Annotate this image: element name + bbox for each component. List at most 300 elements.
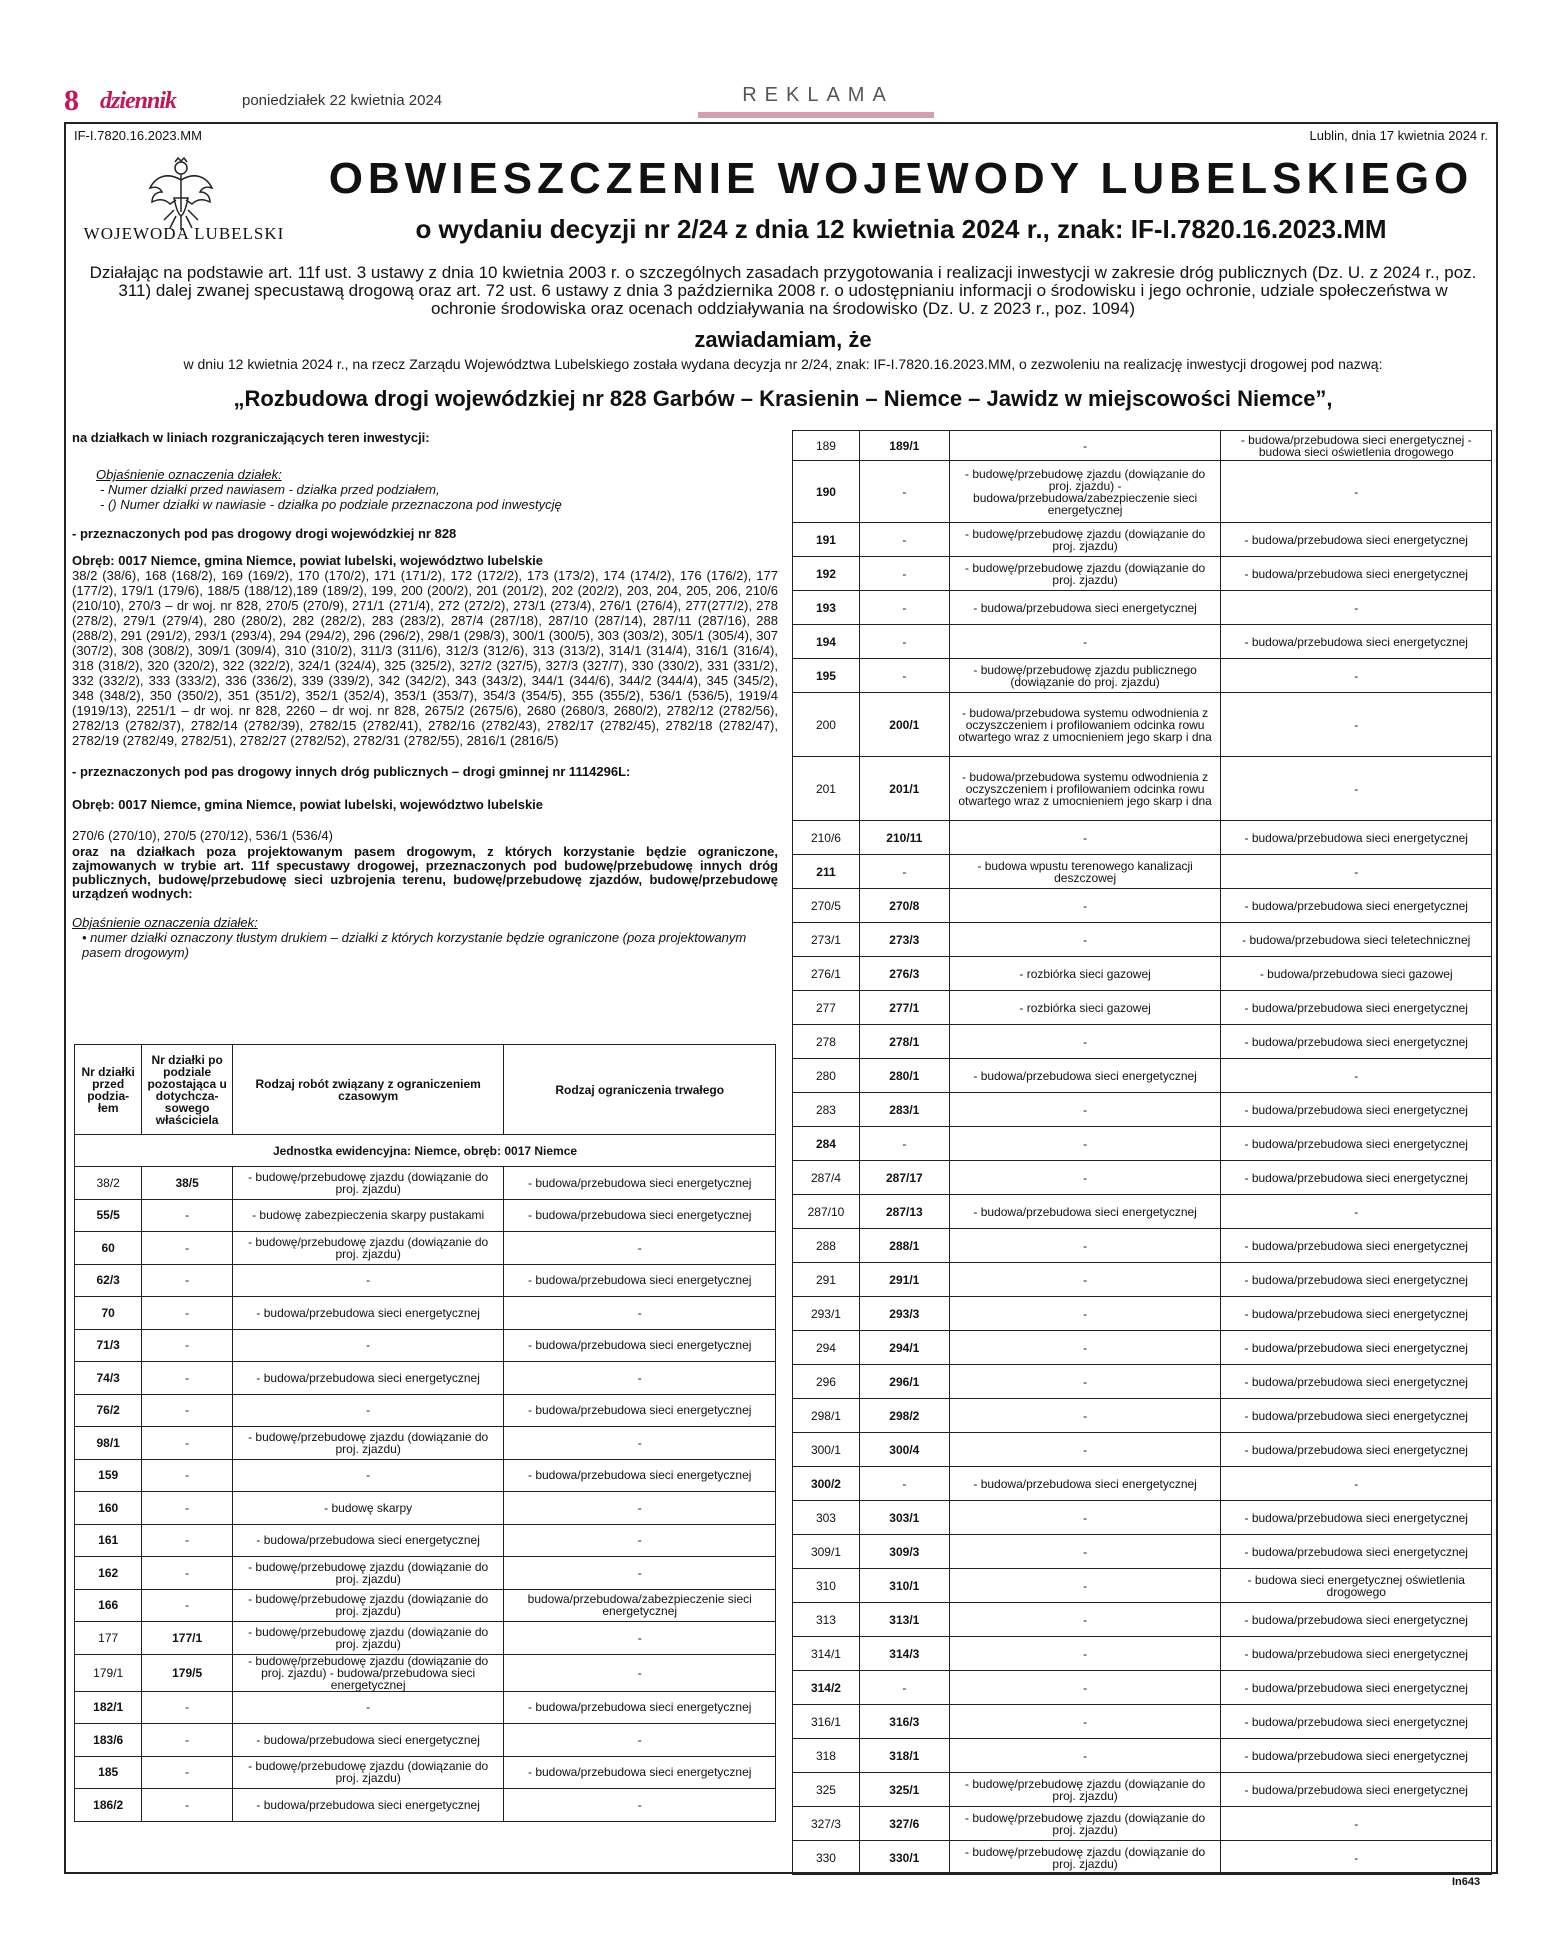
table-row bbox=[75, 1654, 776, 1691]
cell-c: - bbox=[949, 1025, 1221, 1059]
cell-a: 283 bbox=[793, 1093, 860, 1127]
cell-c: - budowę/przebudowę zjazdu publicznego (dowiązanie do proj. zjazdu) bbox=[949, 659, 1221, 693]
cell-b: 278/1 bbox=[859, 1025, 949, 1059]
cell-a: 210/6 bbox=[793, 821, 860, 855]
cell-d: - budowa/przebudowa sieci energetycznej bbox=[1221, 889, 1492, 923]
cell-b: 316/3 bbox=[859, 1705, 949, 1739]
col-header: Nr działki po podziale pozostająca u dotychcza-sowego właściciela bbox=[142, 1045, 233, 1135]
table-row bbox=[793, 1161, 1492, 1195]
cell-d: - bbox=[504, 1297, 776, 1330]
cell-b: 179/5 bbox=[142, 1654, 233, 1691]
cell-a: 55/5 bbox=[75, 1199, 142, 1232]
cell-c: - budowa/przebudowa sieci energetycznej bbox=[232, 1362, 504, 1395]
cell-d: - bbox=[504, 1524, 776, 1557]
col-header: Rodzaj ograniczenia trwałego bbox=[504, 1045, 776, 1135]
cell-d: - bbox=[504, 1789, 776, 1822]
cell-d: - bbox=[504, 1492, 776, 1525]
cell-b: 276/3 bbox=[859, 957, 949, 991]
table-row bbox=[793, 1569, 1492, 1603]
cell-b: 38/5 bbox=[142, 1167, 233, 1200]
table-row bbox=[75, 1691, 776, 1724]
table-row bbox=[793, 1399, 1492, 1433]
table-row bbox=[75, 1362, 776, 1395]
cell-c: - bbox=[949, 1161, 1221, 1195]
cell-a: 293/1 bbox=[793, 1297, 860, 1331]
cell-b: 291/1 bbox=[859, 1263, 949, 1297]
cell-c: - bbox=[949, 1433, 1221, 1467]
cell-d: - bbox=[504, 1724, 776, 1757]
cell-d: - budowa/przebudowa sieci energetycznej bbox=[504, 1756, 776, 1789]
cell-b: 270/8 bbox=[859, 889, 949, 923]
cell-a: 166 bbox=[75, 1589, 142, 1622]
cell-a: 300/2 bbox=[793, 1467, 860, 1501]
notify-heading: zawiadamiam, że bbox=[694, 327, 872, 352]
eagle-emblem-icon bbox=[146, 154, 216, 234]
cell-c: - bbox=[949, 1365, 1221, 1399]
cell-d: - budowa/przebudowa sieci energetycznej bbox=[1221, 1705, 1492, 1739]
table-row bbox=[75, 1297, 776, 1330]
cell-b: 318/1 bbox=[859, 1739, 949, 1773]
cell-a: 288 bbox=[793, 1229, 860, 1263]
table-row bbox=[75, 1622, 776, 1655]
legal-basis: Działając na podstawie art. 11f ust. 3 ustawy z dnia 10 kwietnia 2003 r. o szczególnych zasadach przygotowania i realizacji inwestycji w zakresie dróg publicznych (Dz. U. z 2024 r., poz. 311) dalej zwanej specustawą drogową oraz art. 72 ust. 6 ustawy z dnia 3 października 2008 r. o udostępnianiu informacji o środowisku i jego ochronie, udziale społeczeństwa w ochronie środowiska oraz ocenach oddziaływania na środowisko (Dz. U. z 2023 r., poz. 1094) bbox=[89, 263, 1477, 318]
table-row bbox=[793, 1841, 1492, 1875]
cell-c: - budowę skarpy bbox=[232, 1492, 504, 1525]
cell-c: - bbox=[949, 1229, 1221, 1263]
cell-c: - budowa/przebudowa sieci energetycznej bbox=[949, 1467, 1221, 1501]
cell-b: - bbox=[142, 1789, 233, 1822]
section2-obreb: Obręb: 0017 Niemce, gmina Niemce, powiat lubelski, województwo lubelskie bbox=[72, 797, 544, 812]
emblem-caption: WOJEWODA LUBELSKI bbox=[83, 224, 285, 243]
table-row bbox=[793, 957, 1492, 991]
table-row bbox=[793, 1195, 1492, 1229]
cell-b: - bbox=[142, 1459, 233, 1492]
cell-d: - bbox=[1221, 1059, 1492, 1093]
cell-b: - bbox=[142, 1524, 233, 1557]
table-row bbox=[793, 1535, 1492, 1569]
cell-d: - bbox=[1221, 757, 1492, 821]
cell-b: - bbox=[859, 1127, 949, 1161]
cell-d: - budowa/przebudowa sieci energetycznej bbox=[1221, 1161, 1492, 1195]
cell-b: - bbox=[142, 1264, 233, 1297]
cell-d: - budowa/przebudowa sieci energetycznej bbox=[504, 1459, 776, 1492]
cell-d: - budowa/przebudowa sieci energetycznej bbox=[504, 1167, 776, 1200]
cell-d: - bbox=[504, 1362, 776, 1395]
lines-heading: na działkach w liniach rozgraniczających teren inwestycji: bbox=[72, 430, 430, 445]
cell-a: 310 bbox=[793, 1569, 860, 1603]
cell-b: - bbox=[142, 1589, 233, 1622]
cell-b: - bbox=[142, 1394, 233, 1427]
cell-d: - bbox=[1221, 1841, 1492, 1875]
cell-c: - bbox=[949, 889, 1221, 923]
cell-a: 190 bbox=[793, 461, 860, 523]
cell-d: - budowa sieci energetycznej oświetlenia drogowego bbox=[1221, 1569, 1492, 1603]
col-header: Nr działki przed podzia-łem bbox=[75, 1045, 142, 1135]
cell-b: 296/1 bbox=[859, 1365, 949, 1399]
cell-c: - bbox=[232, 1329, 504, 1362]
cell-d: - budowa/przebudowa sieci energetycznej bbox=[1221, 1399, 1492, 1433]
cell-c: - budowę/przebudowę zjazdu (dowiązanie do proj. zjazdu) bbox=[949, 1773, 1221, 1807]
cell-c: - bbox=[949, 1535, 1221, 1569]
announcement-title: OBWIESZCZENIE WOJEWODY LUBELSKIEGO bbox=[328, 154, 1474, 203]
cell-b: - bbox=[142, 1557, 233, 1590]
legend-item: - Numer działki przed nawiasem - działka przed podziałem, bbox=[100, 482, 440, 497]
table-row bbox=[75, 1589, 776, 1622]
place-date: Lublin, dnia 17 kwietnia 2024 r. bbox=[1309, 128, 1488, 143]
cell-c: - budowę/przebudowę zjazdu (dowiązanie do proj. zjazdu) bbox=[949, 1841, 1221, 1875]
decision-text: w dniu 12 kwietnia 2024 r., na rzecz Zarządu Województwa Lubelskiego została wydana decyzja nr 2/24, znak: IF-I.7820.16.2023.MM, o zezwoleniu na realizację inwestycji drogowej pod nazwą: bbox=[183, 356, 1383, 372]
cell-c: - budowę zabezpieczenia skarpy pustakami bbox=[232, 1199, 504, 1232]
cell-a: 70 bbox=[75, 1297, 142, 1330]
cell-d: - bbox=[1221, 461, 1492, 523]
cell-b: 201/1 bbox=[859, 757, 949, 821]
table-row bbox=[793, 1127, 1492, 1161]
cell-a: 330 bbox=[793, 1841, 860, 1875]
masthead bbox=[62, 84, 1502, 117]
legend2-item: • numer działki oznaczony tłustym drukiem – działki z których korzystanie będzie ograniczone (poza projektowanym pasem drogowym) bbox=[82, 930, 747, 960]
case-signature: IF-I.7820.16.2023.MM bbox=[74, 128, 202, 143]
cell-d: - bbox=[504, 1622, 776, 1655]
cell-c: - budowę/przebudowę zjazdu (dowiązanie do proj. zjazdu) - budowa/przebudowa/zabezpieczenie sieci energetycznej bbox=[949, 461, 1221, 523]
cell-d: - budowa/przebudowa sieci energetycznej bbox=[1221, 1331, 1492, 1365]
cell-b: 277/1 bbox=[859, 991, 949, 1025]
cell-d: - bbox=[1221, 855, 1492, 889]
table-row bbox=[75, 1459, 776, 1492]
cell-b: - bbox=[859, 591, 949, 625]
cell-b: 325/1 bbox=[859, 1773, 949, 1807]
cell-a: 291 bbox=[793, 1263, 860, 1297]
cell-a: 62/3 bbox=[75, 1264, 142, 1297]
cell-a: 303 bbox=[793, 1501, 860, 1535]
cell-a: 60 bbox=[75, 1232, 142, 1265]
cell-c: - rozbiórka sieci gazowej bbox=[949, 957, 1221, 991]
cell-a: 186/2 bbox=[75, 1789, 142, 1822]
cell-a: 313 bbox=[793, 1603, 860, 1637]
cell-a: 183/6 bbox=[75, 1724, 142, 1757]
table-row bbox=[793, 659, 1492, 693]
cell-b: 177/1 bbox=[142, 1622, 233, 1655]
cell-b: 273/3 bbox=[859, 923, 949, 957]
table-row bbox=[793, 1093, 1492, 1127]
cell-d: - budowa/przebudowa sieci energetycznej bbox=[504, 1394, 776, 1427]
cell-d: - budowa/przebudowa sieci energetycznej bbox=[1221, 1093, 1492, 1127]
table-row bbox=[793, 1025, 1492, 1059]
table-row bbox=[75, 1557, 776, 1590]
table-row bbox=[793, 821, 1492, 855]
cell-d: - bbox=[504, 1654, 776, 1691]
table-row bbox=[793, 757, 1492, 821]
cell-c: - budowa/przebudowa systemu odwodnienia z oczyszczeniem i profilowaniem odcinka rowu otwartego wraz z umocnieniem jego skarp i dna bbox=[949, 757, 1221, 821]
cell-c: - bbox=[949, 625, 1221, 659]
cell-d: - bbox=[504, 1557, 776, 1590]
cell-a: 316/1 bbox=[793, 1705, 860, 1739]
table-row bbox=[793, 431, 1492, 461]
cell-c: - bbox=[949, 1501, 1221, 1535]
cell-c: - bbox=[949, 1637, 1221, 1671]
cell-b: - bbox=[142, 1199, 233, 1232]
cell-c: - bbox=[949, 1127, 1221, 1161]
cell-c: - budowę/przebudowę zjazdu (dowiązanie do proj. zjazdu) bbox=[232, 1232, 504, 1265]
table-row bbox=[75, 1167, 776, 1200]
cell-c: - budowę/przebudowę zjazdu (dowiązanie do proj. zjazdu) bbox=[232, 1622, 504, 1655]
cell-b: - bbox=[142, 1232, 233, 1265]
table-row bbox=[793, 1501, 1492, 1535]
table-row bbox=[793, 1705, 1492, 1739]
table-row bbox=[793, 1467, 1492, 1501]
cell-d: - budowa/przebudowa sieci energetycznej - budowa sieci oświetlenia drogowego bbox=[1221, 431, 1492, 461]
cell-d: - budowa/przebudowa sieci energetycznej bbox=[1221, 1127, 1492, 1161]
cell-a: 179/1 bbox=[75, 1654, 142, 1691]
cell-b: - bbox=[142, 1329, 233, 1362]
cell-b: - bbox=[859, 659, 949, 693]
table-row bbox=[75, 1524, 776, 1557]
table-row bbox=[75, 1789, 776, 1822]
table-row bbox=[75, 1724, 776, 1757]
table-row bbox=[75, 1199, 776, 1232]
cell-a: 270/5 bbox=[793, 889, 860, 923]
cell-d: - bbox=[1221, 659, 1492, 693]
cell-d: - budowa/przebudowa sieci energetycznej bbox=[504, 1199, 776, 1232]
cell-c: - budowa/przebudowa sieci energetycznej bbox=[949, 1195, 1221, 1229]
ad-code: In643 bbox=[1452, 1876, 1481, 1888]
cell-a: 280 bbox=[793, 1059, 860, 1093]
cell-c: - bbox=[949, 1705, 1221, 1739]
table-row bbox=[793, 1637, 1492, 1671]
announcement-frame bbox=[64, 122, 1498, 1874]
issue-date: poniedziałek 22 kwietnia 2024 bbox=[242, 92, 443, 109]
table-row bbox=[75, 1394, 776, 1427]
cell-d: - budowa/przebudowa sieci energetycznej bbox=[1221, 1263, 1492, 1297]
cell-b: 287/17 bbox=[859, 1161, 949, 1195]
cell-a: 294 bbox=[793, 1331, 860, 1365]
cell-b: 287/13 bbox=[859, 1195, 949, 1229]
cell-c: - budowa/przebudowa sieci energetycznej bbox=[232, 1789, 504, 1822]
cell-d: - budowa/przebudowa sieci energetycznej bbox=[1221, 1297, 1492, 1331]
cell-b: 294/1 bbox=[859, 1331, 949, 1365]
cell-d: - budowa/przebudowa sieci energetycznej bbox=[1221, 1365, 1492, 1399]
legend2-title: Objaśnienie oznaczenia działek: bbox=[72, 915, 258, 930]
cell-c: - bbox=[232, 1264, 504, 1297]
cell-a: 71/3 bbox=[75, 1329, 142, 1362]
table-row bbox=[793, 1229, 1492, 1263]
cell-d: budowa/przebudowa/zabezpieczenie sieci energetycznej bbox=[504, 1589, 776, 1622]
section1-heading: - przeznaczonych pod pas drogowy drogi wojewódzkiej nr 828 bbox=[72, 526, 457, 541]
cell-a: 287/4 bbox=[793, 1161, 860, 1195]
section-label: REKLAMA bbox=[742, 84, 894, 106]
newspaper-logo: dziennik bbox=[100, 88, 177, 114]
cell-d: - bbox=[1221, 693, 1492, 757]
cell-a: 278 bbox=[793, 1025, 860, 1059]
table-row bbox=[793, 1671, 1492, 1705]
section3-text: oraz na działkach poza projektowanym pasem drogowym, z których korzystanie będzie ograniczone, zajmowanych w trybie art. 11f specustawy drogowej, przeznaczonych pod budowę/przebudowę innych dróg publicznych, budowę/przebudowę sieci uzbrojenia terenu, budowę/przebudowę zjazdów, budowę/przebudowę urządzeń wodnych: bbox=[72, 844, 778, 901]
table-row bbox=[793, 1365, 1492, 1399]
cell-d: - bbox=[504, 1232, 776, 1265]
page-number: 8 bbox=[64, 84, 79, 117]
cell-c: - budowę/przebudowę zjazdu (dowiązanie do proj. zjazdu) bbox=[949, 523, 1221, 557]
table-row bbox=[793, 523, 1492, 557]
cell-d: - budowa/przebudowa sieci energetycznej bbox=[504, 1264, 776, 1297]
cell-c: - budowa/przebudowa sieci energetycznej bbox=[232, 1297, 504, 1330]
table-row bbox=[793, 1331, 1492, 1365]
table-row bbox=[793, 1739, 1492, 1773]
cell-d: - budowa/przebudowa sieci energetycznej bbox=[1221, 991, 1492, 1025]
cell-a: 200 bbox=[793, 693, 860, 757]
announcement-subtitle: o wydaniu decyzji nr 2/24 z dnia 12 kwietnia 2024 r., znak: IF-I.7820.16.2023.MM bbox=[415, 214, 1387, 244]
cell-d: - budowa/przebudowa sieci gazowej bbox=[1221, 957, 1492, 991]
table-row bbox=[75, 1329, 776, 1362]
table-row bbox=[793, 557, 1492, 591]
legend-item: - () Numer działki w nawiasie - działka po podziale przeznaczona pod inwestycję bbox=[100, 497, 562, 512]
cell-d: - budowa/przebudowa sieci energetycznej bbox=[1221, 1535, 1492, 1569]
cell-a: 159 bbox=[75, 1459, 142, 1492]
section-underline bbox=[698, 112, 934, 118]
table-row bbox=[75, 1232, 776, 1265]
cell-d: - budowa/przebudowa sieci energetycznej bbox=[1221, 1433, 1492, 1467]
cell-a: 189 bbox=[793, 431, 860, 461]
cell-d: - budowa/przebudowa sieci energetycznej bbox=[1221, 1603, 1492, 1637]
cell-b: 189/1 bbox=[859, 431, 949, 461]
cell-c: - budowa/przebudowa sieci energetycznej bbox=[232, 1724, 504, 1757]
cell-b: - bbox=[142, 1756, 233, 1789]
cell-b: - bbox=[142, 1362, 233, 1395]
cell-c: - bbox=[949, 431, 1221, 461]
cell-b: 210/11 bbox=[859, 821, 949, 855]
cell-c: - budowa/przebudowa systemu odwodnienia z oczyszczeniem i profilowaniem odcinka rowu otwartego wraz z umocnieniem jego skarp i dna bbox=[949, 693, 1221, 757]
table-row bbox=[793, 923, 1492, 957]
legend-title: Objaśnienie oznaczenia działek: bbox=[96, 467, 282, 482]
cell-c: - bbox=[949, 1331, 1221, 1365]
cell-d: - bbox=[1221, 1195, 1492, 1229]
cell-c: - budowę/przebudowę zjazdu (dowiązanie do proj. zjazdu) bbox=[949, 557, 1221, 591]
cell-a: 287/10 bbox=[793, 1195, 860, 1229]
cell-b: - bbox=[142, 1492, 233, 1525]
section1-plots: 38/2 (38/6), 168 (168/2), 169 (169/2), 170 (170/2), 171 (171/2), 172 (172/2), 173 (173/2), 174 (174/2), 176 (176/2), 177 (177/2), 179/1 (179/6), 188/5 (188/12),189 (189/2), 199, 200 (200/2), 201 (201/2), 202 (202/2), 203, 204, 205, 206, 210/6 (210/10), 270/3 – dr woj. nr 828, 270/5 (270/9), 271/1 (271/4), 272 (272/2), 273/1 (273/4), 276/1 (276/4), 277(277/2), 278 (278/2), 279/1 (279/4), 280 (280/2), 282 (282/2), 283 (283/2), 287/4 (287/18), 287/10 (287/14), 287/11 (287/16), 288 (288/2), 291 (291/2), 293/1 (293/4), 294 (294/2), 296 (296/2), 298/1 (298/3), 300/1 (300/5), 303 (303/2), 305/1 (305/4), 307 (307/2), 308 (308/2), 309/1 (309/4), 310 (310/2), 311/3 (311/6), 312/3 (312/6), 313 (313/2), 314/1 (314/4), 316/1 (316/4), 318 (318/2), 320 (320/2), 322 (322/2), 324/1 (324/4), 325 (325/2), 327/2 (327/5), 327/3 (327/7), 330 (330/2), 331 (331/2), 332 (332/2), 333 (333/2), 336 (336/2), 339 (339/2), 342 (342/2), 343 (343/2), 344/1 (344/6), 344/2 (344/4), 345 (345/2), 348 (348/2), 350 (350/2), 351 (351/2), 352/1 (352/4), 353/1 (353/7), 354/3 (354/5), 355 (355/2), 536/1 (536/5), 1919/4 (1919/13), 2251/1 – dr woj. nr 828, 2260 – dr woj. nr 828, 2675/2 (2675/6), 2680 (2680/3, 2680/2), 2782/12 (2782/56), 2782/13 (2782/37), 2782/14 (2782/39), 2782/15 (2782/41), 2782/16 (2782/43), 2782/17 (2782/45), 2782/18 (2782/47), 2782/19 (2782/49, 2782/51), 2782/27 (2782/52), 2782/31 (2782/55), 2816/1 (2816/5) bbox=[72, 568, 778, 748]
table-row bbox=[75, 1756, 776, 1789]
cell-d: - budowa/przebudowa sieci energetycznej bbox=[1221, 523, 1492, 557]
cell-c: - bbox=[949, 821, 1221, 855]
cell-d: - budowa/przebudowa sieci energetycznej bbox=[1221, 1739, 1492, 1773]
cell-b: - bbox=[859, 523, 949, 557]
cell-a: 192 bbox=[793, 557, 860, 591]
table-row bbox=[793, 693, 1492, 757]
cell-a: 185 bbox=[75, 1756, 142, 1789]
unit-header: Jednostka ewidencyjna: Niemce, obręb: 0017 Niemce bbox=[75, 1135, 776, 1167]
cell-c: - bbox=[232, 1394, 504, 1427]
table-row bbox=[793, 1059, 1492, 1093]
cell-c: - bbox=[949, 1263, 1221, 1297]
cell-b: 298/2 bbox=[859, 1399, 949, 1433]
cell-d: - budowa/przebudowa sieci teletechnicznej bbox=[1221, 923, 1492, 957]
cell-d: - bbox=[1221, 1467, 1492, 1501]
table-row bbox=[793, 1807, 1492, 1841]
table-row bbox=[793, 1773, 1492, 1807]
cell-d: - budowa/przebudowa sieci energetycznej bbox=[1221, 1025, 1492, 1059]
cell-a: 76/2 bbox=[75, 1394, 142, 1427]
cell-b: 309/3 bbox=[859, 1535, 949, 1569]
table-row bbox=[793, 991, 1492, 1025]
cell-a: 211 bbox=[793, 855, 860, 889]
cell-a: 273/1 bbox=[793, 923, 860, 957]
section2-heading: - przeznaczonych pod pas drogowy innych dróg publicznych – drogi gminnej nr 1114296L: bbox=[72, 764, 631, 779]
cell-d: - budowa/przebudowa sieci energetycznej bbox=[504, 1691, 776, 1724]
cell-c: - rozbiórka sieci gazowej bbox=[949, 991, 1221, 1025]
table-row bbox=[793, 1263, 1492, 1297]
cell-a: 177 bbox=[75, 1622, 142, 1655]
cell-b: - bbox=[859, 855, 949, 889]
table-row bbox=[75, 1427, 776, 1460]
cell-d: - bbox=[1221, 1807, 1492, 1841]
cell-b: - bbox=[142, 1724, 233, 1757]
cell-c: - budowę/przebudowę zjazdu (dowiązanie do proj. zjazdu) bbox=[949, 1807, 1221, 1841]
section2-plots: 270/6 (270/10), 270/5 (270/12), 536/1 (536/4) bbox=[72, 828, 333, 843]
cell-a: 284 bbox=[793, 1127, 860, 1161]
left-table bbox=[74, 1044, 776, 1822]
section1-obreb: Obręb: 0017 Niemce, gmina Niemce, powiat lubelski, województwo lubelskie bbox=[72, 553, 544, 568]
cell-d: - budowa/przebudowa sieci energetycznej bbox=[1221, 557, 1492, 591]
table-row bbox=[793, 461, 1492, 523]
cell-a: 74/3 bbox=[75, 1362, 142, 1395]
cell-a: 314/2 bbox=[793, 1671, 860, 1705]
table-row bbox=[793, 1603, 1492, 1637]
cell-d: - budowa/przebudowa sieci energetycznej bbox=[1221, 1229, 1492, 1263]
cell-b: 303/1 bbox=[859, 1501, 949, 1535]
col-header: Rodzaj robót związany z ograniczeniem czasowym bbox=[232, 1045, 504, 1135]
cell-a: 160 bbox=[75, 1492, 142, 1525]
table-row bbox=[793, 1433, 1492, 1467]
cell-b: - bbox=[142, 1427, 233, 1460]
cell-b: - bbox=[859, 557, 949, 591]
cell-c: - bbox=[949, 1603, 1221, 1637]
cell-c: - budowa/przebudowa sieci energetycznej bbox=[949, 1059, 1221, 1093]
cell-a: 98/1 bbox=[75, 1427, 142, 1460]
table-row bbox=[793, 855, 1492, 889]
cell-d: - budowa/przebudowa sieci energetycznej bbox=[1221, 821, 1492, 855]
cell-a: 318 bbox=[793, 1739, 860, 1773]
cell-b: - bbox=[859, 625, 949, 659]
cell-b: - bbox=[142, 1691, 233, 1724]
cell-b: 327/6 bbox=[859, 1807, 949, 1841]
cell-c: - budowę/przebudowę zjazdu (dowiązanie do proj. zjazdu) bbox=[232, 1427, 504, 1460]
cell-a: 277 bbox=[793, 991, 860, 1025]
cell-b: 330/1 bbox=[859, 1841, 949, 1875]
cell-c: - bbox=[949, 1739, 1221, 1773]
cell-c: - bbox=[949, 1569, 1221, 1603]
cell-c: - budowę/przebudowę zjazdu (dowiązanie do proj. zjazdu) - budowa/przebudowa sieci energetycznej bbox=[232, 1654, 504, 1691]
cell-b: - bbox=[859, 461, 949, 523]
cell-c: - bbox=[949, 1671, 1221, 1705]
cell-a: 195 bbox=[793, 659, 860, 693]
cell-a: 327/3 bbox=[793, 1807, 860, 1841]
cell-d: - budowa/przebudowa sieci energetycznej bbox=[1221, 625, 1492, 659]
cell-d: - budowa/przebudowa sieci energetycznej bbox=[1221, 1637, 1492, 1671]
cell-c: - bbox=[232, 1691, 504, 1724]
cell-c: - budowa/przebudowa sieci energetycznej bbox=[949, 591, 1221, 625]
cell-b: 314/3 bbox=[859, 1637, 949, 1671]
cell-c: - budowę/przebudowę zjazdu (dowiązanie do proj. zjazdu) bbox=[232, 1589, 504, 1622]
project-name: „Rozbudowa drogi wojewódzkiej nr 828 Garbów – Krasienin – Niemce – Jawidz w miejscowości Niemce”, bbox=[233, 386, 1333, 411]
table-row bbox=[793, 625, 1492, 659]
cell-b: 280/1 bbox=[859, 1059, 949, 1093]
table-row bbox=[75, 1264, 776, 1297]
cell-b: 313/1 bbox=[859, 1603, 949, 1637]
cell-b: - bbox=[859, 1671, 949, 1705]
cell-a: 296 bbox=[793, 1365, 860, 1399]
cell-a: 182/1 bbox=[75, 1691, 142, 1724]
cell-c: - budowę/przebudowę zjazdu (dowiązanie do proj. zjazdu) bbox=[232, 1756, 504, 1789]
cell-a: 201 bbox=[793, 757, 860, 821]
cell-b: 310/1 bbox=[859, 1569, 949, 1603]
cell-b: - bbox=[859, 1467, 949, 1501]
